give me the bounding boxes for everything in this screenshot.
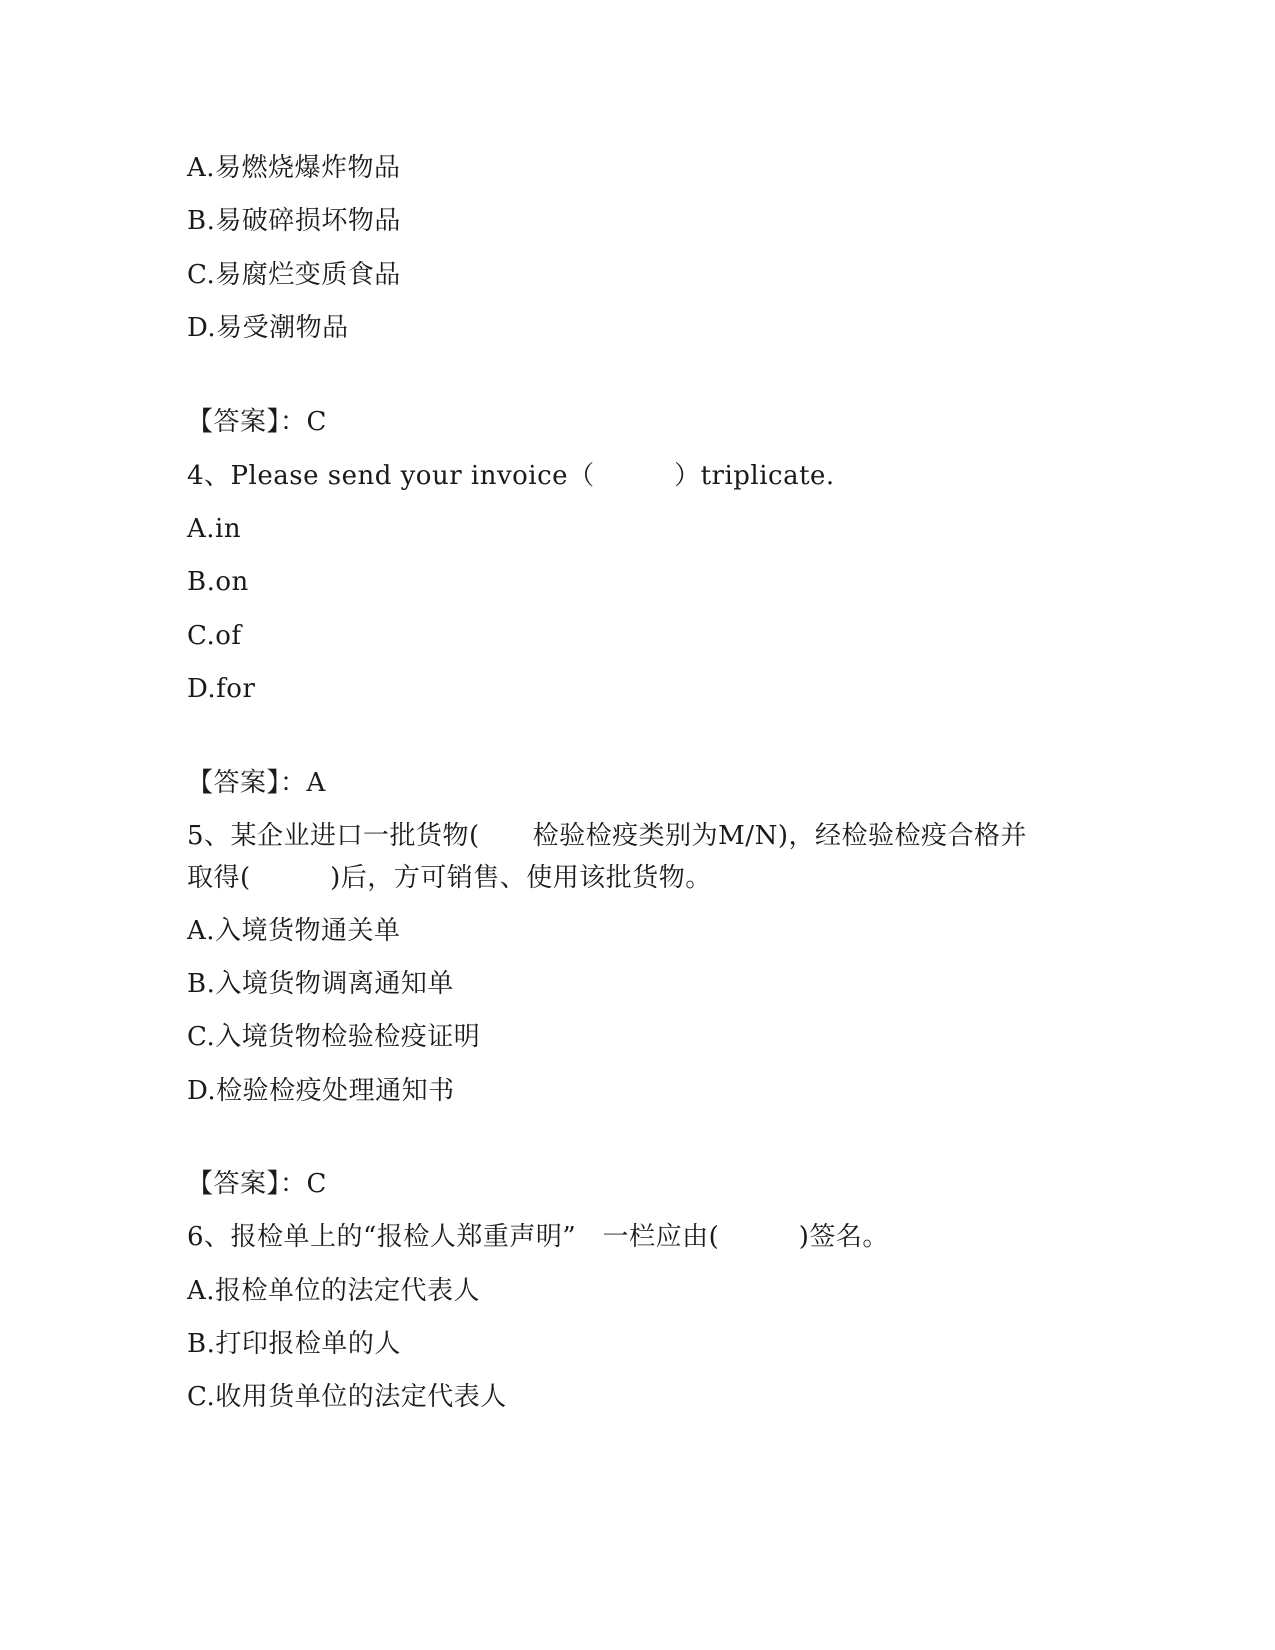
q5-option-b: B.入境货物调离通知单 <box>187 969 454 999</box>
q6-question: 6、报检单上的“报检人郑重声明” 一栏应由( )签名。 <box>187 1222 889 1252</box>
q3-option-c: C.易腐烂变质食品 <box>187 260 401 290</box>
q5-question-line-1: 5、某企业进口一批货物( 检验检疫类别为M/N)，经检验检疫合格并 <box>187 821 1027 851</box>
q5-option-d: D.检验检疫处理通知书 <box>187 1076 455 1106</box>
q5-option-a: A.入境货物通关单 <box>187 916 401 946</box>
q4-question: 4、Please send your invoice（ ）triplicate. <box>187 461 835 491</box>
q4-option-b: B.on <box>187 567 249 597</box>
q6-option-c: C.收用货单位的法定代表人 <box>187 1382 507 1412</box>
q6-option-b: B.打印报检单的人 <box>187 1329 401 1359</box>
q4-option-c: C.of <box>187 621 242 651</box>
q4-answer: 【答案】：A <box>187 768 326 798</box>
q3-option-a: A.易燃烧爆炸物品 <box>187 153 401 183</box>
q3-answer: 【答案】：C <box>187 407 327 437</box>
q3-option-d: D.易受潮物品 <box>187 313 349 343</box>
q6-option-a: A.报检单位的法定代表人 <box>187 1276 481 1306</box>
q4-option-d: D.for <box>187 674 256 704</box>
q5-option-c: C.入境货物检验检疫证明 <box>187 1022 481 1052</box>
q3-option-b: B.易破碎损坏物品 <box>187 206 401 236</box>
q4-option-a: A.in <box>187 514 242 544</box>
q5-question-line-2: 取得( )后，方可销售、使用该批货物。 <box>187 863 712 893</box>
q5-answer: 【答案】：C <box>187 1169 327 1199</box>
